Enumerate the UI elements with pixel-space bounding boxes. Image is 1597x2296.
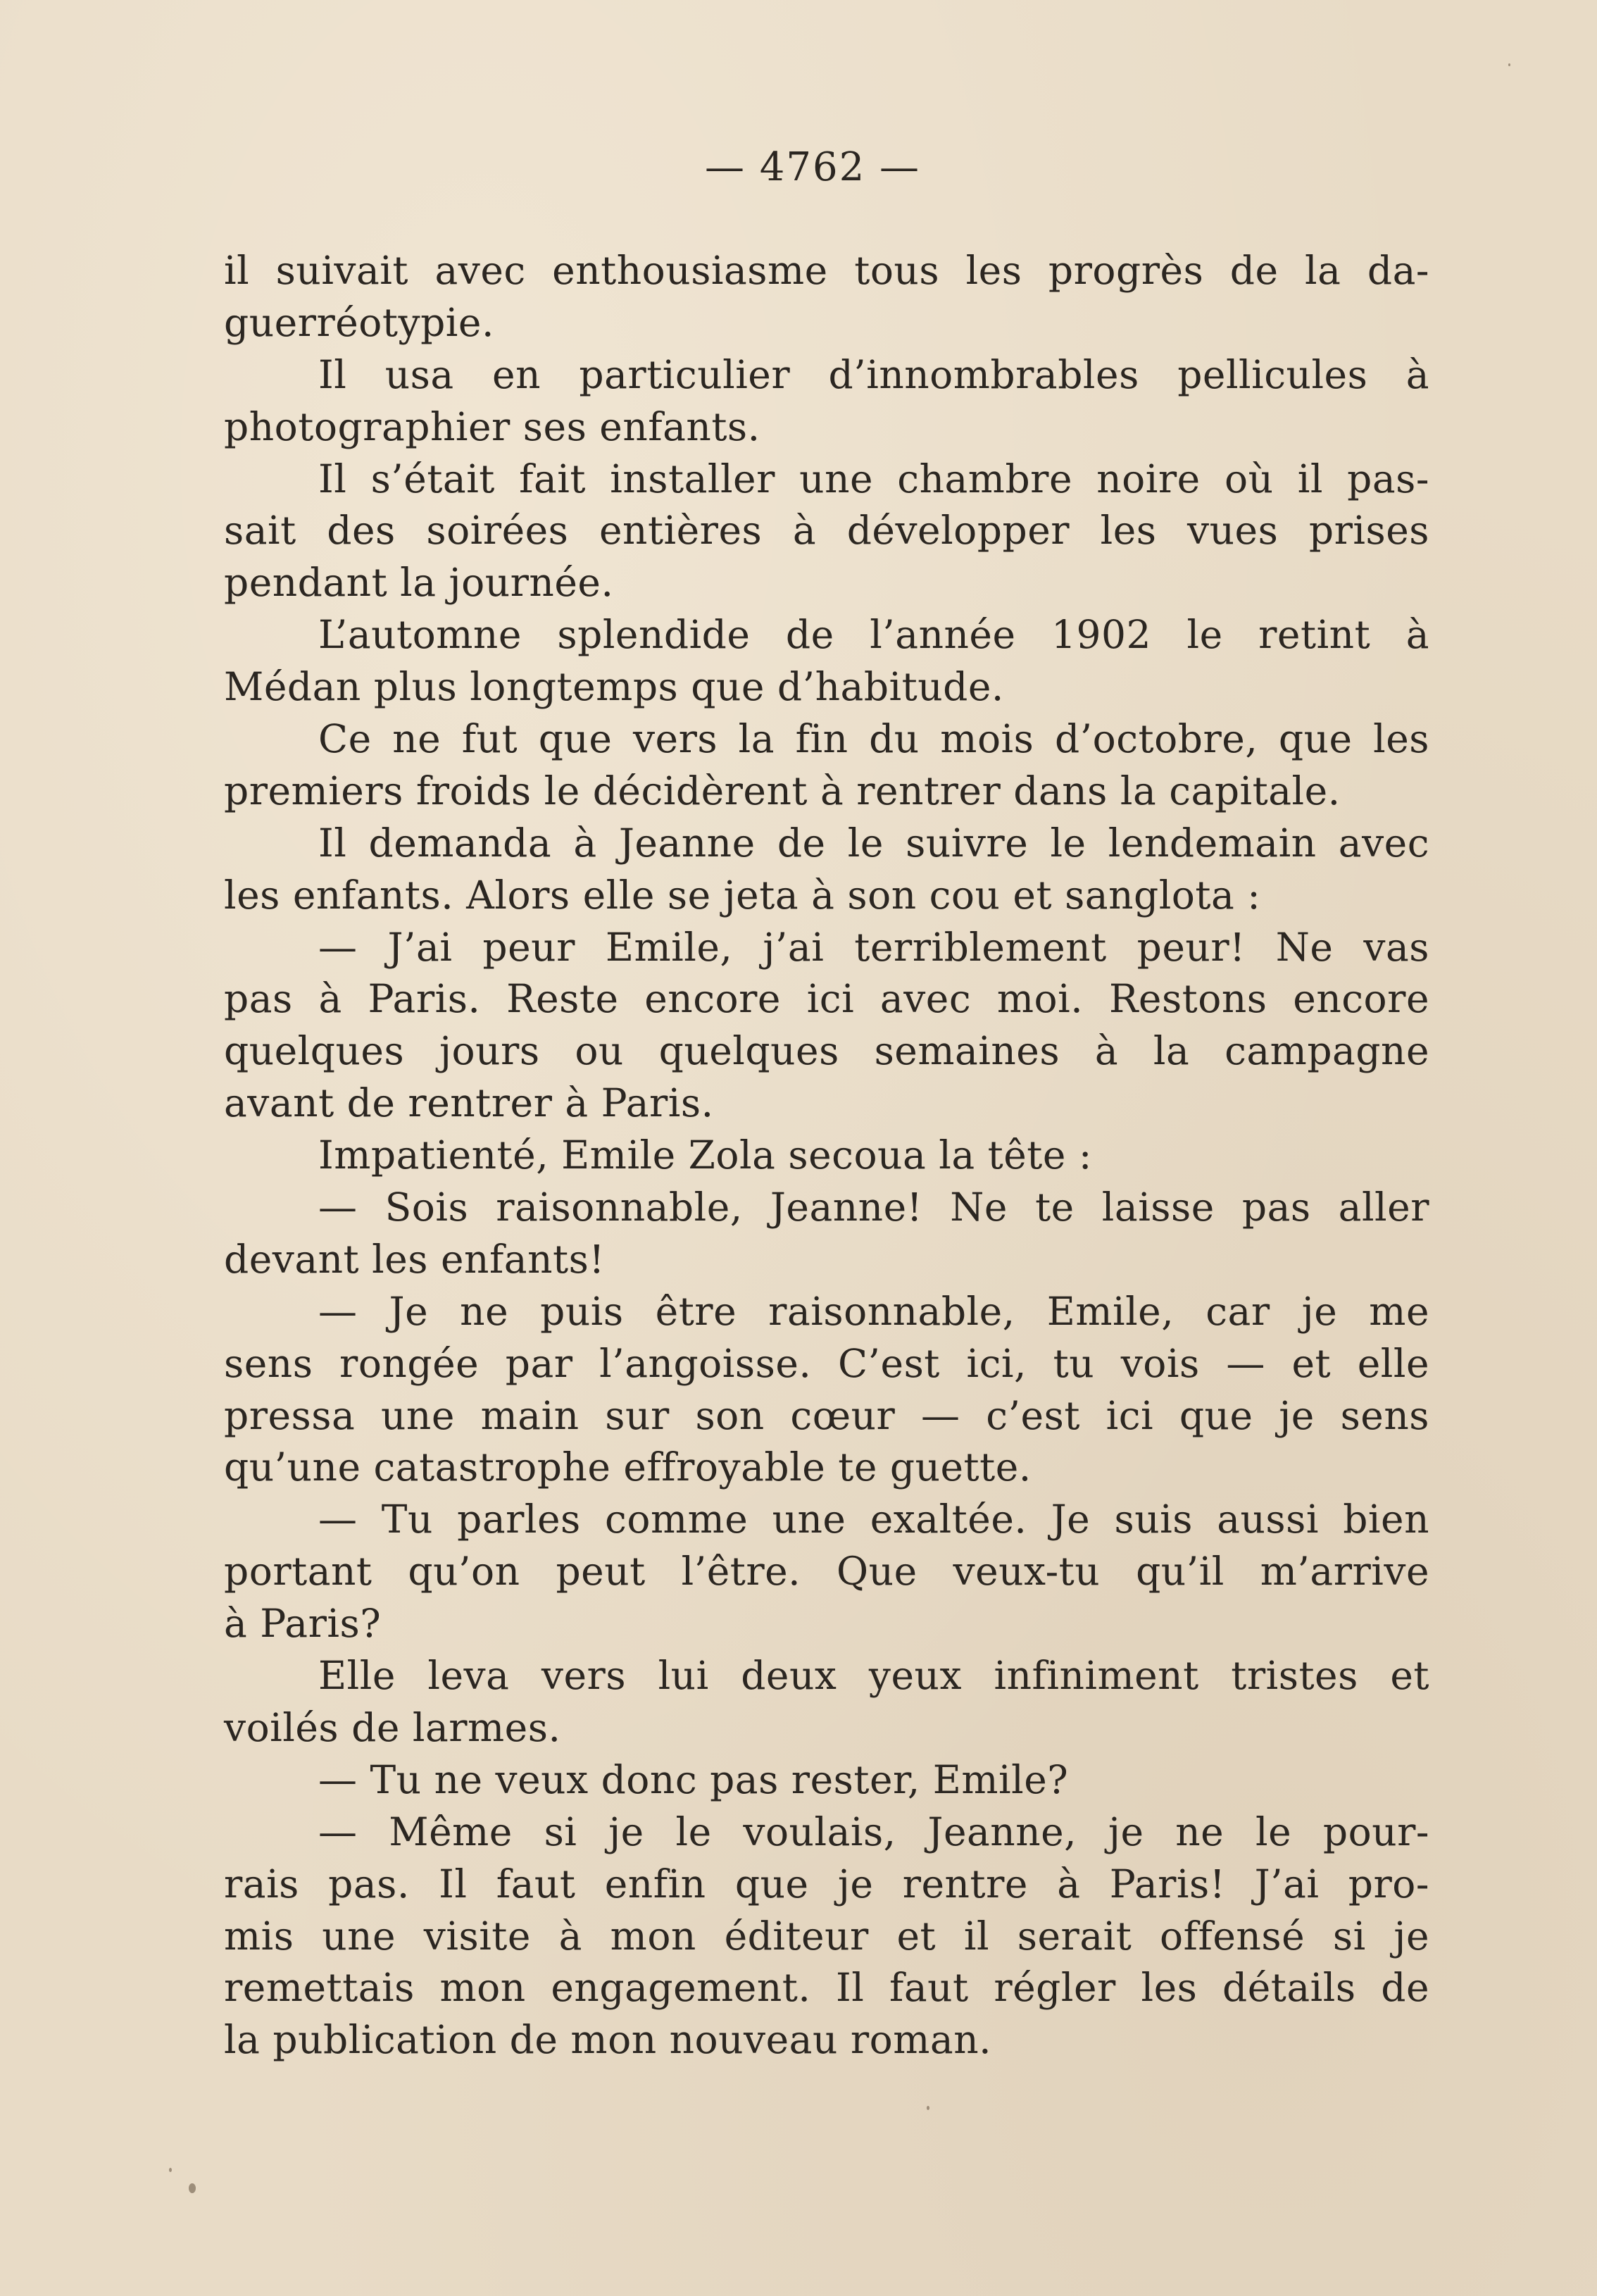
text-line: les enfants. Alors elle se jeta à son cou et sanglota : <box>224 872 1261 918</box>
text-line: Impatienté, Emile Zola secoua la tête : <box>318 1133 1092 1178</box>
text-line: — Tu parles comme une exaltée. Je suis aussi bien <box>318 1497 1429 1542</box>
text-line: — Je ne puis être raisonnable, Emile, car je me <box>318 1288 1429 1334</box>
text-line: voilés de larmes. <box>224 1704 561 1750</box>
paper-speck <box>169 2168 172 2172</box>
text-line: — Même si je le voulais, Jeanne, je ne le pour- <box>318 1809 1429 1854</box>
text-line: — Sois raisonnable, Jeanne! Ne te laisse pas aller <box>318 1185 1429 1230</box>
text-line: pendant la journée. <box>224 560 614 606</box>
text-line: Il usa en particulier d’innombrables pellicules à <box>318 351 1429 397</box>
page-number: — 4762 — <box>704 144 921 190</box>
paper-speck <box>927 2106 929 2110</box>
text-line: avant de rentrer à Paris. <box>224 1080 714 1126</box>
text-line: — Tu ne veux donc pas rester, Emile? <box>318 1757 1069 1802</box>
text-line: L’automne splendide de l’année 1902 le retint à <box>318 612 1429 658</box>
text-line: premiers froids le décidèrent à rentrer dans la capitale. <box>224 768 1341 813</box>
text-line: à Paris? <box>224 1601 382 1647</box>
text-line: devant les enfants! <box>224 1236 605 1282</box>
text-line: sens rongée par l’angoisse. C’est ici, tu vois — et elle <box>224 1340 1429 1386</box>
text-line: mis une visite à mon éditeur et il serait offensé si je <box>224 1913 1429 1959</box>
text-line: guerréotypie. <box>224 299 494 345</box>
text-line: pressa une main sur son cœur — c’est ici que je sens <box>224 1392 1429 1438</box>
text-line: sait des soirées entières à développer les vues prises <box>224 508 1429 554</box>
text-line: remettais mon engagement. Il faut régler les détails de <box>224 1965 1429 2011</box>
text-line: Il demanda à Jeanne de le suivre le lendemain avec <box>318 820 1429 866</box>
text-line: rais pas. Il faut enfin que je rentre à Paris! J’ai pro- <box>224 1861 1429 1907</box>
paper-speck <box>1508 63 1510 66</box>
paper-speck <box>189 2183 196 2193</box>
text-line: Médan plus longtemps que d’habitude. <box>224 664 1004 710</box>
text-line: photographier ses enfants. <box>224 404 760 449</box>
text-line: pas à Paris. Reste encore ici avec moi. Restons encore <box>224 976 1429 1022</box>
text-line: Ce ne fut que vers la fin du mois d’octobre, que les <box>318 716 1429 762</box>
text-line: Elle leva vers lui deux yeux infiniment tristes et <box>318 1653 1429 1699</box>
text-line: Il s’était fait installer une chambre noire où il pas- <box>318 456 1429 501</box>
text-line: quelques jours ou quelques semaines à la campagne <box>224 1028 1429 1074</box>
text-line: la publication de mon nouveau roman. <box>224 2017 992 2063</box>
text-line: — J’ai peur Emile, j’ai terriblement peur! Ne vas <box>318 924 1429 970</box>
text-line: il suivait avec enthousiasme tous les progrès de la da- <box>224 248 1429 293</box>
text-line: portant qu’on peut l’être. Que veux-tu qu’il m’arrive <box>224 1549 1429 1595</box>
body-text <box>224 245 1429 2066</box>
text-line: qu’une catastrophe effroyable te guette. <box>224 1445 1032 1490</box>
